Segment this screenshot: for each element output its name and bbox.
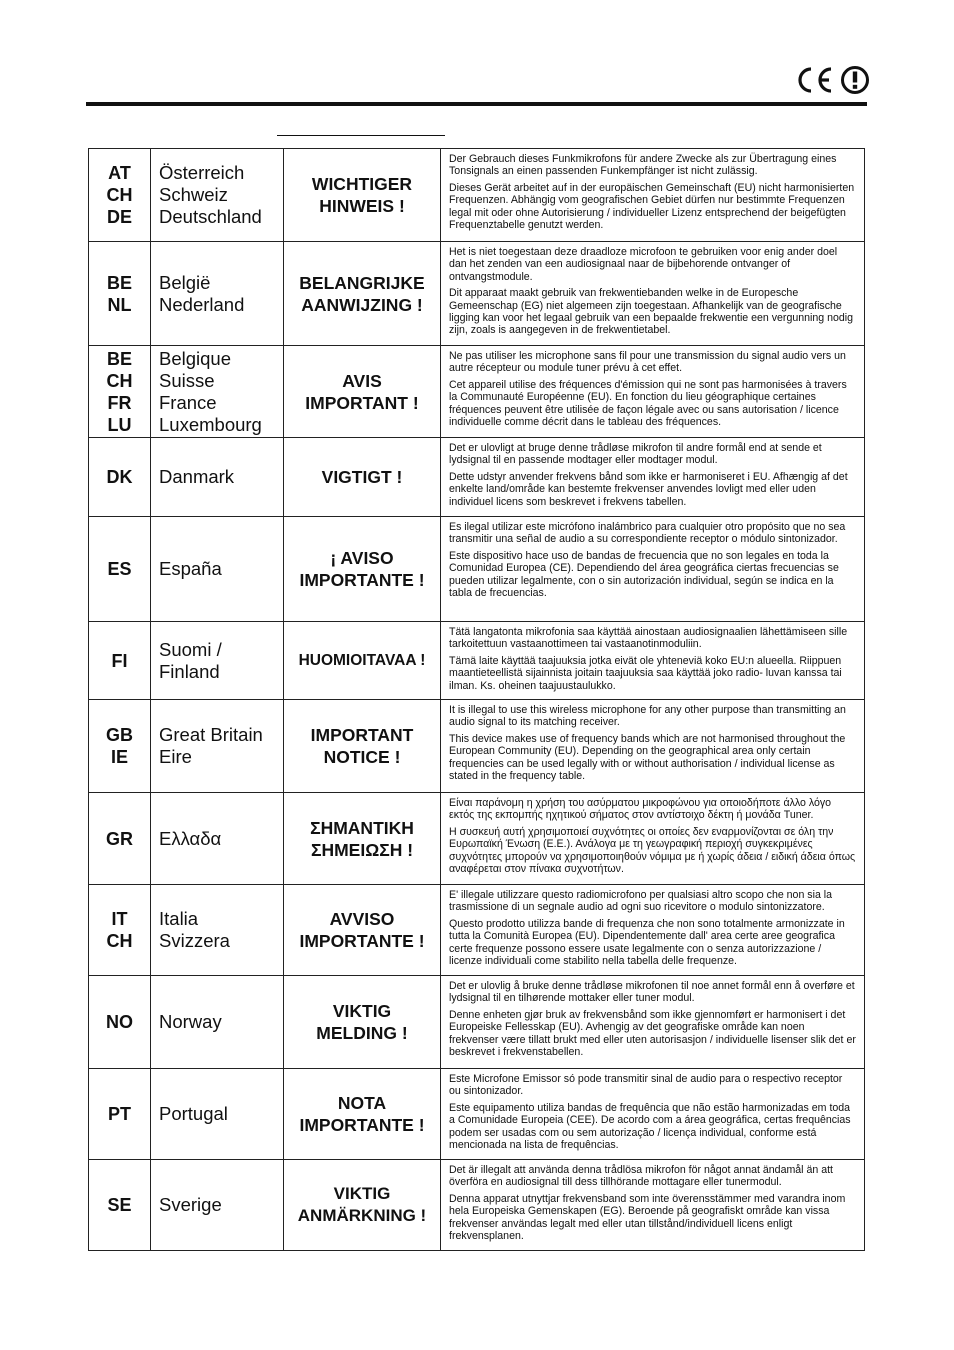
- country-names-cell: [151, 438, 284, 517]
- notice-text-cell: [441, 793, 865, 885]
- notice-heading: IMPORTANT: [310, 725, 414, 745]
- notice-paragraph: E' illegale utilizzare questo radiomicrofono per qualsiasi altro scopo che non sia la trasmissione di un segnale audio ad ogni suo ricevitore o modulo sintonizzatore.: [449, 889, 833, 914]
- country-codes-cell: [89, 149, 151, 242]
- notice-text-cell: [441, 976, 865, 1069]
- notice-heading-cell: [284, 149, 441, 242]
- country-name: Luxembourg: [159, 413, 262, 435]
- notice-paragraph: Dieses Gerät arbeitet auf in der europäischen Gemeinschaft (EU) nicht harmonisierten Frequenzen. Abhängig vom geografischen Gebiet dürfen nur bestimmte Frequenzen legal mit oder ohne Autorisierung / individueller Lizenz entsprechend der beigefügten Frequenztabelle genutzt werden.: [449, 181, 855, 232]
- country-code: CH: [106, 370, 133, 391]
- certification-marks: [794, 64, 870, 96]
- notice-text-cell: [441, 1069, 865, 1160]
- table-row: [89, 1069, 865, 1160]
- country-codes-cell: [89, 1069, 151, 1160]
- country-codes-cell: [89, 517, 151, 622]
- notice-text-cell: [441, 517, 865, 622]
- notice-paragraph: Det är illegalt att använda denna trådlösa mikrofon för något annat ändamål än att överföra en audiosignal till dess tillhörande mottagare eller tunermodul.: [449, 1164, 833, 1189]
- notice-paragraph: Είναι παράνομη η χρήση του ασύρματου μικροφώνου για οποιοδήποτε άλλο λόγο εκτός της εκπομπής ηχητικού σήματος στον αντίστοιχο δέκτη ή μονάδα Tuner.: [449, 797, 832, 822]
- notice-paragraph: Tätä langatonta mikrofonia saa käyttää ainostaan audiosignaalien lähettämiseen sille tarkoitettuun vastaanottimeen tai vastaanotinmoduliin.: [449, 626, 848, 651]
- country-codes-cell: [89, 438, 151, 517]
- notice-heading: BELANGRIJKE: [299, 272, 425, 293]
- country-name: Norway: [159, 1011, 222, 1032]
- notice-paragraph: Es ilegal utilizar este micrófono inalámbrico para cualquier otro propósito que no sea transmitir una señal de audio a su correspondiente receptor o módulo sintonizador.: [449, 521, 846, 546]
- notice-heading-cell: [284, 1069, 441, 1160]
- country-code: FR: [107, 392, 132, 413]
- country-name: Great Britain: [159, 724, 263, 745]
- notice-heading: WICHTIGER: [311, 174, 413, 194]
- country-code: BE: [106, 348, 132, 369]
- country-name: Portugal: [159, 1103, 228, 1124]
- country-names-cell: [151, 1069, 284, 1160]
- country-names-cell: [151, 976, 284, 1069]
- notice-heading: IMPORTANTE !: [299, 931, 425, 951]
- country-names-cell: [151, 622, 284, 700]
- header-rule: [86, 102, 867, 106]
- table-row: [89, 438, 865, 517]
- notice-paragraph: Este Microfone Emissor só pode transmitir sinal de audio para o respectivo receptor ou sintonizador.: [449, 1073, 843, 1098]
- notice-paragraph: Het is niet toegestaan deze draadloze microfoon te gebruiken voor enig ander doel dan het zenden van een audiosignaal naar de bijbehorende ontvanger of ontvangstmodule.: [449, 246, 838, 283]
- notice-heading: ΣΗΜΕΙΩΣΗ !: [310, 839, 414, 860]
- notice-paragraph: It is illegal to use this wireless microphone for any other purpose than transmitting an audio signal to its matching receiver.: [449, 704, 846, 729]
- country-code: DK: [106, 467, 133, 487]
- notice-heading: IMPORTANTE !: [299, 570, 425, 590]
- country-code: FI: [111, 650, 128, 671]
- notice-heading-cell: [284, 622, 441, 700]
- country-name: Belgique: [159, 347, 232, 369]
- notice-text-cell: [441, 1160, 865, 1251]
- country-codes-cell: [89, 242, 151, 346]
- country-names-cell: [151, 517, 284, 622]
- table-row: [89, 793, 865, 885]
- country-name: Ελλαδα: [159, 827, 222, 849]
- country-names-cell: [151, 346, 284, 438]
- notice-heading: HINWEIS !: [319, 196, 405, 216]
- notice-heading: IMPORTANT !: [305, 392, 419, 413]
- notice-heading: ΣΗΜΑΝΤΙΚΗ: [310, 817, 414, 838]
- country-name: España: [159, 558, 222, 579]
- notice-paragraph: This device makes use of frequency bands which are not harmonised throughout the European Community (EU). Depending on the geographical area only certain frequencies can be used legally with or without authorisation / individual license as stated in the frequency table.: [449, 732, 846, 783]
- country-code: GB: [106, 725, 133, 745]
- country-names-cell: [151, 885, 284, 976]
- country-name: Danmark: [159, 466, 235, 487]
- notice-heading: AANWIJZING !: [301, 294, 423, 315]
- notice-heading: VIGTIGT !: [321, 467, 403, 487]
- table-row: [89, 976, 865, 1069]
- notice-heading-cell: [284, 700, 441, 793]
- notice-text-cell: [441, 242, 865, 346]
- notice-heading: AVVISO: [329, 909, 395, 929]
- country-names-cell: [151, 242, 284, 346]
- country-name: Nederland: [159, 293, 245, 315]
- country-name: Svizzera: [159, 930, 230, 951]
- notice-paragraph: Questo prodotto utilizza bande di frequenza che non sono totalmente armonizzate in tutta la Comunità Europea (EU). Dipendentemente dall' area certe aree geografica certe frequenze possono essere usate legalmente con o senza autorizzazione / licenze individuali come stabilito nella tabella delle frequenze.: [449, 917, 845, 968]
- notice-text-cell: [441, 885, 865, 976]
- notice-paragraph: Denne enheten gjør bruk av frekvensbånd som ikke gjennomført er harmonisert i det Europeiske Fellesskap (EU). Avhengig av det geografiske område kan noen frekvenser være tillatt brukt med eller uten autorisasjon / individuelle lisenser slik det er beskrevet i frekvenstabellen.: [449, 1008, 856, 1059]
- country-code: NO: [106, 1012, 133, 1032]
- notice-heading-cell: [284, 976, 441, 1069]
- notice-paragraph: Este dispositivo hace uso de bandas de frecuencia que no son legales en toda la Comunidad Europea (CE). Dependiendo del área geográfica ciertas frecuencias se pueden utilizar legalmente, con o sin autorización individual, según se indica en la tabla de frecuencias.: [449, 549, 839, 600]
- country-code: BE: [106, 272, 132, 293]
- notice-paragraph: Dit apparaat maakt gebruik van frekwentiebanden welke in de Europesche Gemeenschap (EG) niet algemeen zijn toegestaan. Afhankelijk van de geografische ligging kan voor het legaal gebruik van een bepaalde frekwentie een vergunning nodig zijn, zoals is aangegeven in de frekwentietabel.: [449, 287, 854, 337]
- notice-heading: VIKTIG: [333, 1184, 391, 1203]
- country-notice-table: [88, 148, 865, 1251]
- notice-text-cell: [441, 700, 865, 793]
- country-name: Eire: [159, 746, 192, 767]
- country-name: Sverige: [159, 1194, 222, 1215]
- notice-heading-cell: [284, 438, 441, 517]
- notice-heading: ANMÄRKNING !: [297, 1206, 427, 1225]
- country-code: AT: [108, 163, 131, 183]
- country-codes-cell: [89, 622, 151, 700]
- country-name: Österreich: [159, 162, 245, 183]
- notice-heading-cell: [284, 1160, 441, 1251]
- country-name: Deutschland: [159, 206, 262, 227]
- notice-paragraph: Det er ulovligt at bruge denne trådløse mikrofon til andre formål end at sende et lydsignal til en passende modtager eller modtager modul.: [449, 442, 822, 467]
- country-code: ES: [107, 559, 132, 579]
- notice-heading: AVIS: [342, 370, 382, 391]
- table-row: [89, 622, 865, 700]
- notice-heading-cell: [284, 242, 441, 346]
- country-names-cell: [151, 793, 284, 885]
- country-names-cell: [151, 700, 284, 793]
- notice-text-cell: [441, 438, 865, 517]
- country-name: België: [159, 271, 211, 293]
- country-code: LU: [107, 414, 132, 435]
- notice-text-cell: [441, 149, 865, 242]
- country-code: CH: [106, 185, 133, 205]
- notice-text-cell: [441, 622, 865, 700]
- notice-heading-cell: [284, 517, 441, 622]
- country-code: CH: [106, 931, 133, 951]
- table-row: [89, 700, 865, 793]
- country-name: Suisse: [159, 369, 215, 391]
- country-code: NL: [107, 294, 132, 315]
- country-codes-cell: [89, 346, 151, 438]
- notice-heading: NOTICE !: [323, 747, 401, 767]
- country-name: Finland: [159, 660, 220, 682]
- notice-paragraph: Cet appareil utilise des fréquences d'émission qui ne sont pas harmonisées à travers la Communauté Européenne (EU). En fonction du lieu géographique certaines fréquences peuvent être utilisée de façon légale avec ou sans autorisation / licence individuelle comme décrit dans le tableau des fréquences.: [449, 378, 847, 429]
- country-code: GR: [106, 828, 133, 849]
- table-row: [89, 242, 865, 346]
- country-codes-cell: [89, 700, 151, 793]
- table-row: [89, 149, 865, 242]
- notice-heading: HUOMIOITAVAA !: [298, 651, 426, 669]
- country-codes-cell: [89, 793, 151, 885]
- notice-paragraph: Der Gebrauch dieses Funkmikrofons für andere Zwecke als zur Übertragung eines Tonsignals an einen passenden Funkempfänger ist nicht zulässig.: [449, 153, 837, 178]
- table-row: [89, 346, 865, 438]
- header-subrule: [277, 135, 445, 136]
- country-code: DE: [106, 207, 132, 227]
- notice-paragraph: Este equipamento utiliza bandas de frequência que não estão harmonizadas em toda a Comunidade Europeia (CEE). De acordo com a área geográfica, certas frequências podem ser usadas com ou sem autorização / licença individual, conforme está mencionada na lista de frequências.: [449, 1101, 851, 1152]
- notice-paragraph: Denna apparat utnyttjar frekvensband som inte överensstämmer med varandra inom hela Europeiska Gemenskapen (EG). Beroende på geografiskt område kan vissa frekvenser användas legalt med eller utan tillstånd/individuell licens enligt frekvensplanen.: [449, 1192, 846, 1243]
- country-code: SE: [107, 1195, 132, 1215]
- country-code: IE: [110, 747, 128, 767]
- country-name: France: [159, 391, 217, 413]
- country-code: IT: [111, 909, 128, 929]
- notice-text-cell: [441, 346, 865, 438]
- country-codes-cell: [89, 885, 151, 976]
- country-names-cell: [151, 1160, 284, 1251]
- notice-heading: NOTA: [337, 1093, 387, 1113]
- notice-heading: ¡ AVISO: [330, 548, 394, 568]
- notice-heading: IMPORTANTE !: [299, 1115, 425, 1135]
- notice-paragraph: Ne pas utiliser les microphone sans fil pour une transmission du signal audio vers un autre récepteur ou module tuner prévu à cet effet.: [449, 350, 846, 375]
- country-name: Suomi /: [159, 638, 222, 660]
- country-codes-cell: [89, 1160, 151, 1251]
- country-name: Italia: [159, 908, 199, 929]
- notice-heading: MELDING !: [316, 1023, 408, 1043]
- alert-mark-icon: [840, 65, 870, 95]
- notice-paragraph: Η συσκευή αυτή χρησιμοποιεί συχνότητες οι οποίες δεν εναρμονίζονται σε όλη την Ευρωπαϊκή Ένωση (Ε.Ε.). Ανάλογα με τη γεωγραφική περιοχή συγκεκριμένες συχνότητες μπορούν να χρησιμοποιηθούν νόμιμα με ή χωρίς άδεια / ειδική άδεια όπως αναφέρεται στον πίνακα συχνοτήτων.: [449, 825, 856, 876]
- notice-paragraph: Det er ulovlig å bruke denne trådløse mikrofonen til noe annet formål enn å overføre et lydsignal til en tilhørende mottaker eller tuner modul.: [449, 980, 855, 1005]
- notice-paragraph: Tämä laite käyttää taajuuksia jotka eivät ole yhteneviä koko EU:n alueella. Riippuen maantieteellistä sijainnista joitain taajuuksia saa käyttää joko radio- luvan kanssa tai ilman. Ks. oheinen taajuustaulukko.: [449, 654, 842, 692]
- notice-heading: VIKTIG: [332, 1001, 392, 1021]
- table-row: [89, 517, 865, 622]
- notice-heading-cell: [284, 793, 441, 885]
- notice-heading-cell: [284, 885, 441, 976]
- country-code: PT: [107, 1104, 131, 1124]
- country-names-cell: [151, 149, 284, 242]
- ce-mark-icon: [794, 65, 834, 95]
- table-row: [89, 885, 865, 976]
- table-row: [89, 1160, 865, 1251]
- notice-paragraph: Dette udstyr anvender frekvens bånd som ikke er harmoniseret i EU. Afhængig af det enkelte land/område kan bestemte frekvenser anvendes lovligt med eller uden individuel licens som beskrevet i frekvens tabellen.: [449, 470, 848, 508]
- country-codes-cell: [89, 976, 151, 1069]
- notice-heading-cell: [284, 346, 441, 438]
- country-name: Schweiz: [159, 184, 228, 205]
